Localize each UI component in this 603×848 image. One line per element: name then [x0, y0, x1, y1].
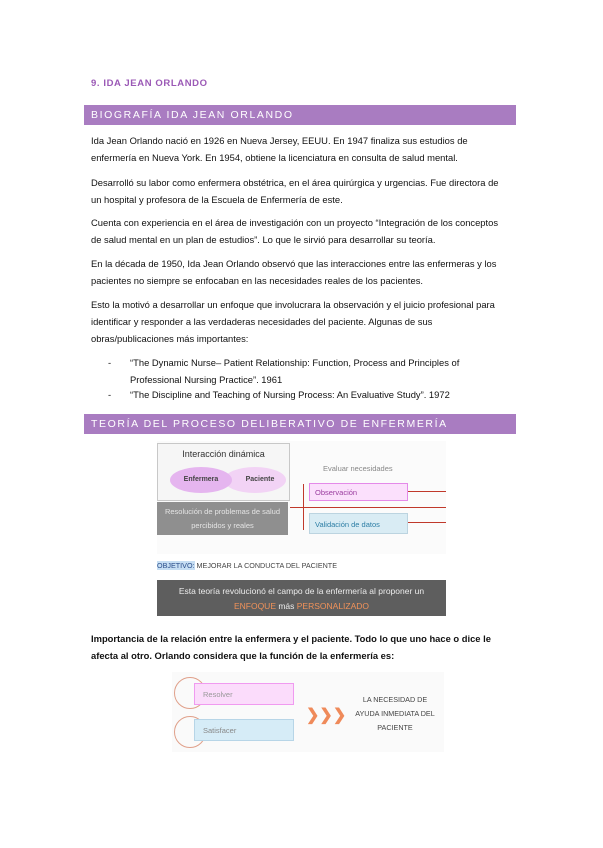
connector-line	[408, 491, 446, 492]
importance-paragraph: Importancia de la relación entre la enfermera y el paciente. Todo lo que uno hace o dice le afecta al otro. Orlando considera que la función de la enfermería es:	[91, 633, 491, 661]
satisfy-box: Satisfacer	[194, 719, 294, 741]
bio-paragraph-1: Ida Jean Orlando nació en 1926 en Nueva Jersey, EEUU. En 1947 finaliza sus estudios de enfermería en Nueva York. En 1954, obtiene la licenciatura en consulta de salud mental.	[91, 135, 468, 163]
bullet-dash: -	[108, 389, 112, 400]
resolve-box: Resolver	[194, 683, 294, 705]
bio-paragraph-2: Desarrolló su labor como enfermera obstétrica, en el área quirúrgica y urgencias. Fue directora de un hospital y profesora de la Escuela de Enfermería de este.	[91, 177, 499, 205]
immediate-need-text: LA NECESIDAD DE AYUDA INMEDIATA DEL PACIENTE	[355, 695, 435, 732]
data-validation-box: Validación de datos	[309, 513, 408, 534]
interaction-title: Interacción dinámica	[182, 449, 265, 459]
problem-resolution-box: Resolución de problemas de salud percibidos y reales	[157, 502, 288, 535]
highlight-enfoque: ENFOQUE	[233, 601, 276, 611]
bio-paragraph-3: Cuenta con experiencia en el área de investigación con un proyecto “Integración de los conceptos de salud mental en un plan de estudios”. Lo que le sirvió para desarrollar su teoría.	[91, 217, 499, 245]
highlight-personalizado: PERSONALIZADO	[296, 601, 370, 611]
objective-line	[157, 561, 337, 570]
objective-label: OBJETIVO:	[157, 561, 195, 570]
arrows-icon: ❯❯❯	[306, 707, 347, 724]
theory-title-bar: TEORÍA DEL PROCESO DELIBERATIVO DE ENFERMERÍA	[84, 414, 516, 434]
section-heading: 9. IDA JEAN ORLANDO	[91, 78, 208, 89]
highlight-box	[157, 580, 446, 616]
highlight-mas: más	[275, 601, 297, 611]
evaluate-needs-label: Evaluar necesidades	[323, 464, 393, 473]
biography-title-bar: BIOGRAFÍA IDA JEAN ORLANDO	[84, 105, 516, 125]
objective-text: MEJORAR LA CONDUCTA DEL PACIENTE	[194, 561, 337, 570]
highlight-line-2	[157, 599, 446, 614]
publication-text: “The Discipline and Teaching of Nursing Process: An Evaluative Study”. 1972	[130, 389, 450, 400]
observation-box: Observación	[309, 483, 408, 501]
connector-line	[290, 507, 446, 508]
patient-ellipse: Paciente	[224, 467, 286, 493]
nurse-ellipse: Enfermera	[170, 467, 232, 493]
publication-text: “The Dynamic Nurse– Patient Relationship: Function, Process and Principles of Professional Nursing Practice”. 1961	[130, 357, 460, 385]
bullet-dash: -	[108, 357, 112, 368]
bio-paragraph-5: Esto la motivó a desarrollar un enfoque que involucrara la observación y el juicio profesional para identificar y responder a las verdaderas necesidades del paciente. Algunas de sus obras/publicaciones más importantes:	[91, 299, 495, 344]
highlight-line-1: Esta teoría revolucionó el campo de la enfermería al proponer un	[178, 586, 425, 596]
connector-line	[408, 522, 446, 523]
bio-paragraph-4: En la década de 1950, Ida Jean Orlando observó que las interacciones entre las enfermeras y los pacientes no siempre se enfocaban en las necesidades reales de los pacientes.	[91, 258, 497, 286]
connector-line	[303, 484, 304, 530]
